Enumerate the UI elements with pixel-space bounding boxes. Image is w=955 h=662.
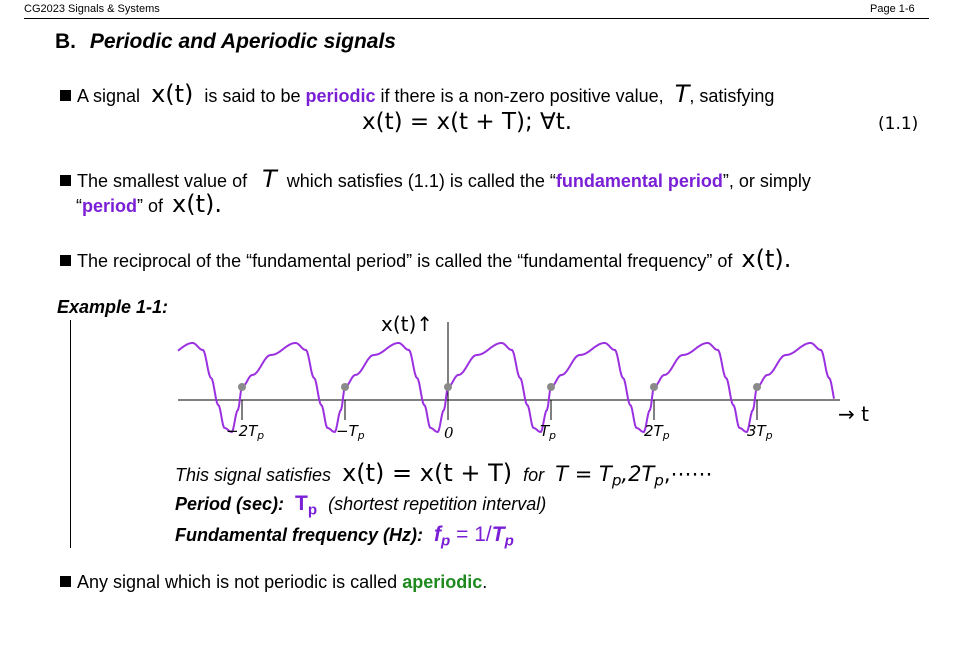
bullet2-open-quote: “	[76, 196, 82, 216]
example-line1-vals: $T = T_p,2T_p,\cdots\cdots$	[555, 462, 713, 490]
bullet4-post: .	[482, 572, 488, 592]
example-line2-note: (shortest repetition interval)	[328, 494, 547, 514]
bullet2-mid: which satisfies (1.1) is called the “	[286, 171, 556, 191]
tick-label-3tp: $3T_p$	[747, 422, 773, 443]
bullet-square-icon	[60, 576, 71, 587]
x-axis-label: → t	[838, 402, 869, 426]
tick-label-tp: $T_p$	[540, 422, 557, 443]
y-axis-label: x(t)↑	[381, 312, 434, 336]
bullet2-kw2: period	[82, 196, 138, 216]
example-line3	[175, 523, 514, 550]
example-line1-eq: x(t) = x(t + T)	[342, 459, 513, 487]
bullet1-pre: A signal	[77, 86, 141, 106]
bullet1-T: T	[674, 80, 690, 108]
bullet4-pre: Any signal which is not periodic is called	[77, 572, 398, 592]
bullet1-post: if there is a non-zero positive value,	[380, 86, 664, 106]
example-line1	[175, 459, 713, 490]
equation-number: (1.1)	[878, 114, 919, 134]
frequency-formula: $f_p = 1/T_p$	[434, 523, 514, 550]
bullet2-T: T	[262, 165, 277, 193]
example-line1-pre: This signal satisfies	[175, 465, 332, 485]
example-line3-label: Fundamental frequency (Hz):	[175, 525, 424, 545]
tick-label-2tp: $2T_p$	[644, 422, 670, 443]
tick-label-negtp: $-T_p$	[336, 422, 365, 443]
bullet2-kw1: fundamental period	[555, 171, 723, 191]
example-line1-for: for	[523, 465, 545, 485]
header-left: CG2023 Signals & Systems	[24, 3, 160, 15]
bullet1-kw: periodic	[305, 86, 376, 106]
section-letter: B.	[55, 30, 76, 53]
bullet4	[60, 572, 487, 593]
bullet2-pre: The smallest value of	[77, 171, 248, 191]
example-line2-label: Period (sec):	[175, 494, 285, 514]
bullet2-post: ”, or simply	[722, 171, 811, 191]
bullet1-xt: x(t)	[151, 80, 194, 108]
tick-label-neg2tp: $-2T_p$	[226, 422, 265, 443]
bullet2-mid2: ” of	[137, 196, 164, 216]
bullet2-xt: x(t).	[172, 190, 223, 218]
bullet1-mid: is said to be	[204, 86, 301, 106]
bullet4-kw: aperiodic	[402, 572, 483, 592]
bullet3-text: The reciprocal of the “fundamental period” is called the “fundamental frequency” of	[77, 251, 733, 271]
header-right: Page 1-6	[870, 3, 915, 15]
bullet1-post2: , satisfying	[689, 86, 775, 106]
example-line2	[175, 492, 546, 519]
section-title-text: Periodic and Aperiodic signals	[89, 30, 396, 53]
example-label: Example 1-1:	[57, 297, 169, 317]
equation-1-1: x(t) = x(t + T); ∀t.	[362, 109, 573, 135]
bullet3-xt: x(t).	[741, 245, 792, 273]
period-symbol: $T_p$	[295, 492, 318, 519]
tick-label-zero: 0	[444, 424, 454, 442]
signal-waveform	[178, 343, 834, 432]
